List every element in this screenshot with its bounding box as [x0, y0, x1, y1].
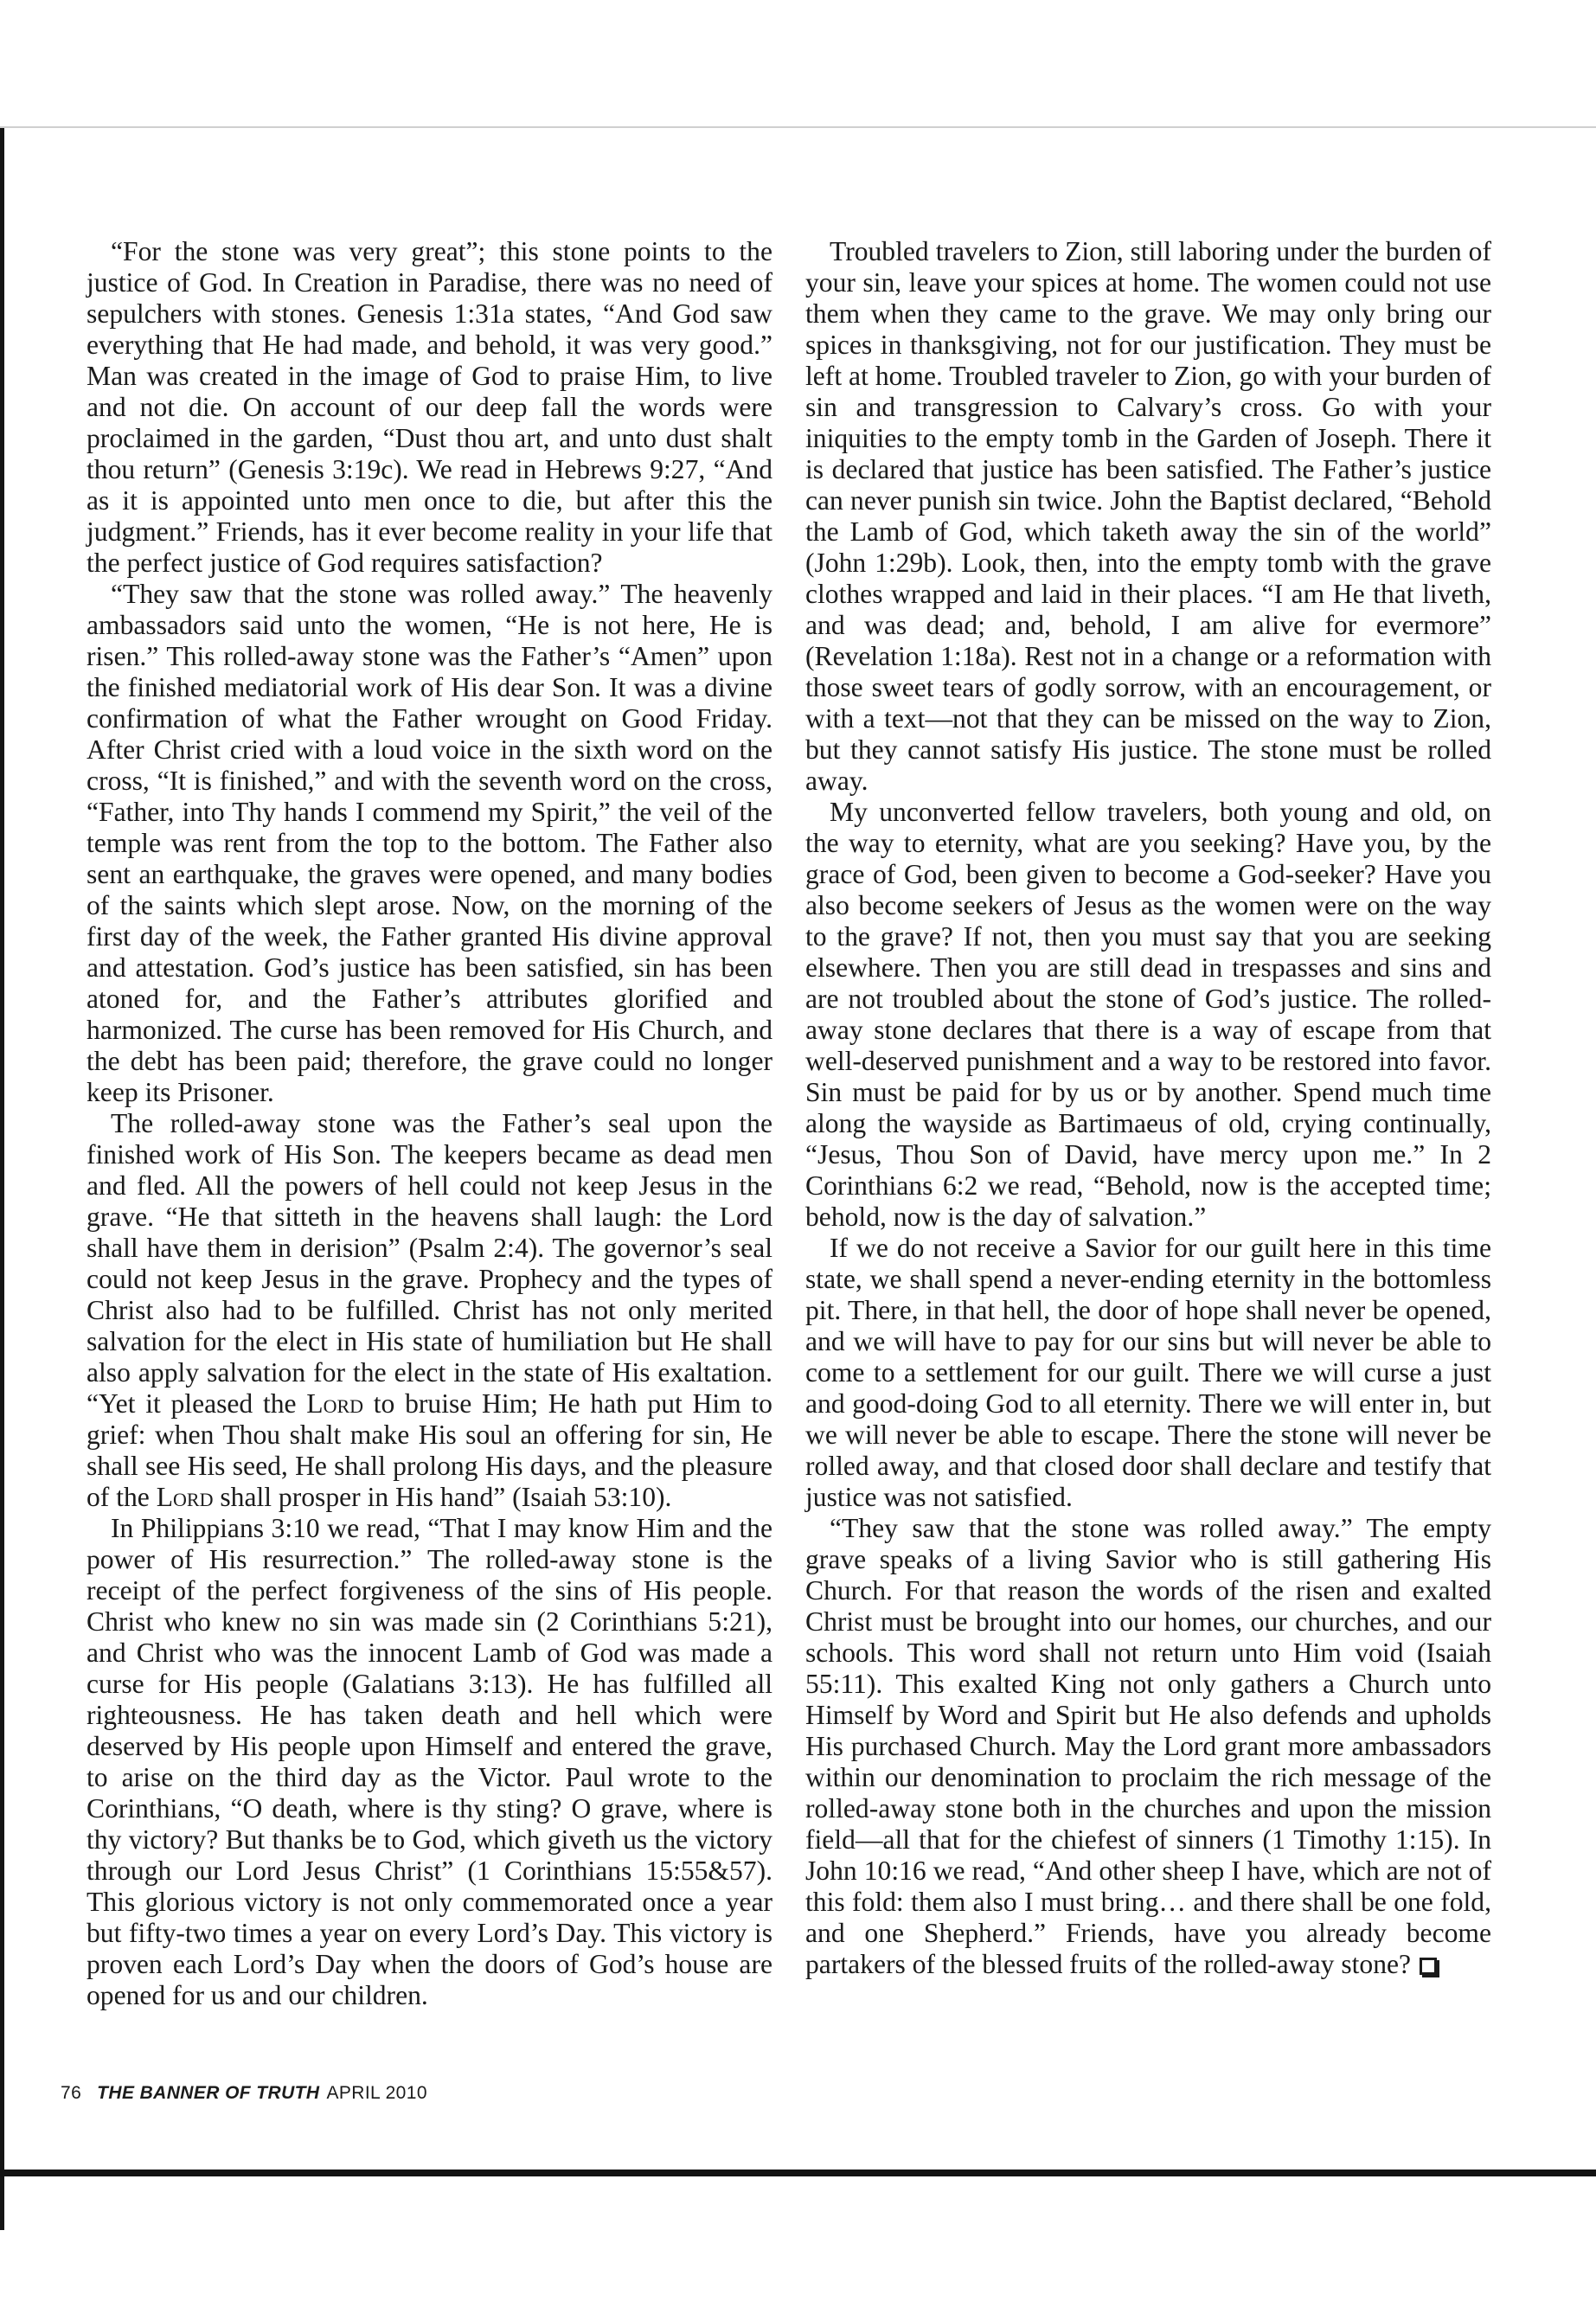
end-of-article-icon	[1420, 1958, 1437, 1975]
divine-name: Lord	[156, 1482, 214, 1512]
paragraph-text: “For the stone was very great”; this stone points to the justice of God. In Creation in Paradise, there was no need of sepulchers with stones. Genesis 1:31a states, “And God saw everything that He had made, and behold, it was very good.” Man was created in the image of God to praise Him, to live and not die. On account of our deep fall the words were proclaimed in the garden, “Dust thou art, and unto dust shalt thou return” (Genesis 3:19c). We read in Hebrews 9:27, “And as it is appointed unto men once to die, but after this the judgment.” Friends, has it ever become reality in your life that the perfect justice of God requires satisfaction?	[87, 236, 772, 578]
paragraph-text: Troubled travelers to Zion, still laboring under the burden of your sin, leave your spices at home. The women could not use them when they came to the grave. We may only bring our spices in thanksgiving, not for our justification. They must be left at home. Troubled traveler to Zion, go with your burden of sin and transgression to Calvary’s cross. Go with your iniquities to the empty tomb in the Garden of Joseph. There it is declared that justice has been satisfied. The Father’s justice can never punish sin twice. John the Baptist declared, “Behold the Lamb of God, which taketh away the sin of the world” (John 1:29b). Look, then, into the empty tomb with the grave clothes wrapped and laid in their places. “I am He that liveth, and was dead; and, behold, I am alive for evermore” (Revelation 1:18a). Rest not in a change or a reformation with those sweet tears of godly sorrow, with an encouragement, or with a text—not that they can be missed on the way to Zion, but they cannot satisfy His justice. The stone must be rolled away.	[805, 236, 1491, 796]
scan-top-edge	[0, 126, 1596, 128]
paragraph-text: “They saw that the stone was rolled away.” The heavenly ambassadors said unto the women, “He is not here, He is risen.” This rolled-away stone was the Father’s “Amen” upon the finished mediatorial work of His dear Son. It was a divine confirmation of what the Father wrought on Good Friday. After Christ cried with a loud voice in the sixth word on the cross, “It is finished,” and with the seventh word on the cross, “Father, into Thy hands I commend my Spirit,” the veil of the temple was rent from the top to the bottom. The Father also sent an earthquake, the graves were opened, and many bodies of the saints which slept arose. Now, on the morning of the first day of the week, the Father granted His divine approval and attestation. God’s justice has been satisfied, sin has been atoned for, and the Father’s attributes glorified and harmonized. The curse has been removed for His Church, and the debt has been paid; therefore, the grave could no longer keep its Prisoner.	[87, 579, 772, 1107]
paragraph	[87, 579, 772, 1108]
issue-date: APRIL 2010	[326, 2083, 427, 2103]
scan-left-edge	[0, 128, 4, 2230]
paragraph-text: If we do not receive a Savior for our guilt here in this time state, we shall spend a never-ending eternity in the bottomless pit. There, in that hell, the door of hope shall never be opened, and we will have to pay for our sins but will never be able to come to a settlement for our guilt. There we will curse a just and good-doing God to all eternity. There we will enter in, but we will never be able to escape. There the stone will never be rolled away, and that closed door shall declare and testify that justice was not satisfied.	[805, 1233, 1491, 1512]
paragraph	[87, 236, 772, 579]
paragraph-text: In Philippians 3:10 we read, “That I may know Him and the power of His resurrection.” The rolled-away stone is the receipt of the perfect forgiveness of the sins of His people. Christ who knew no sin was made sin (2 Corinthians 5:21), and Christ who was the innocent Lamb of God was made a curse for His people (Galatians 3:13). He has fulfilled all righteousness. He has taken death and hell which were deserved by His people upon Himself and entered the grave, to arise on the third day as the Victor. Paul wrote to the Corinthians, “O death, where is thy sting? O grave, where is thy victory? But thanks be to God, which giveth us the victory through our Lord Jesus Christ” (1 Corinthians 15:55&57). This glorious victory is not only commemorated once a year but fifty-two times a year on every Lord’s Day. This victory is proven each Lord’s Day when the doors of God’s house are opened for us and our children.	[87, 1513, 772, 2010]
magazine-title: THE BANNER OF TRUTH	[97, 2083, 320, 2103]
paragraph	[87, 1513, 772, 2011]
paragraph-text: The rolled-away stone was the Father’s seal upon the finished work of His Son. The keepers became as dead men and fled. All the powers of hell could not keep Jesus in the grave. “He that sitteth in the heavens shall laugh: the Lord shall have them in derision” (Psalm 2:4). The governor’s seal could not keep Jesus in the grave. Prophecy and the types of Christ also had to be fulfilled. Christ has not only merited salvation for the elect in His state of humiliation but He shall also apply salvation for the elect in the state of His exaltation. “Yet it pleased the	[87, 1108, 772, 1419]
paragraph-text: to bruise Him; He hath put Him to grief: when Thou shalt make His soul an offering for sin, He shall see His seed, He shall prolong His days, and the pleasure of the	[87, 1388, 772, 1512]
paragraph	[805, 797, 1491, 1233]
paragraph-text: “They saw that the stone was rolled away.” The empty grave speaks of a living Savior who is still gathering His Church. For that reason the words of the risen and exalted Christ must be brought into our homes, our churches, and our schools. This word shall not return unto Him void (Isaiah 55:11). This exalted King not only gathers a Church unto Himself by Word and Spirit but He also defends and upholds His purchased Church. May the Lord grant more ambassadors within our denomination to proclaim the rich message of the rolled-away stone both in the churches and upon the mission field—all that for the chiefest of sinners (1 Timothy 1:15). In John 10:16 we read, “And other sheep I have, which are not of this fold: them also I must bring… and there shall be one fold, and one Shepherd.” Friends, have you already become partakers of the blessed fruits of the rolled-away stone?	[805, 1513, 1491, 1979]
paragraph	[805, 236, 1491, 797]
paragraph	[87, 1108, 772, 1513]
paragraph-text: My unconverted fellow travelers, both young and old, on the way to eternity, what are you seeking? Have you, by the grace of God, been given to become a God-seeker? Have you also become seekers of Jesus as the women were on the way to the grave? If not, then you must say that you are seeking elsewhere. Then you are still dead in trespasses and sins and are not troubled about the stone of God’s justice. The rolled-away stone declares that there is a way of escape from that well-deserved punishment and a way to be restored into favor. Sin must be paid for by us or by another. Spend much time along the wayside as Bartimaeus of old, crying continually, “Jesus, Thou Son of David, have mercy upon me.” In 2 Corinthians 6:2 we read, “Behold, now is the accepted time; behold, now is the day of salvation.”	[805, 797, 1491, 1232]
paragraph	[805, 1233, 1491, 1513]
paragraph	[805, 1513, 1491, 1980]
page-footer	[61, 2083, 427, 2104]
page-number: 76	[61, 2083, 82, 2103]
divine-name: Lord	[306, 1388, 364, 1419]
scan-bottom-edge	[0, 2170, 1596, 2176]
paragraph-text: shall prosper in His hand” (Isaiah 53:10).	[213, 1482, 672, 1512]
article-right-column	[805, 236, 1491, 1980]
article-left-column	[87, 236, 772, 2011]
